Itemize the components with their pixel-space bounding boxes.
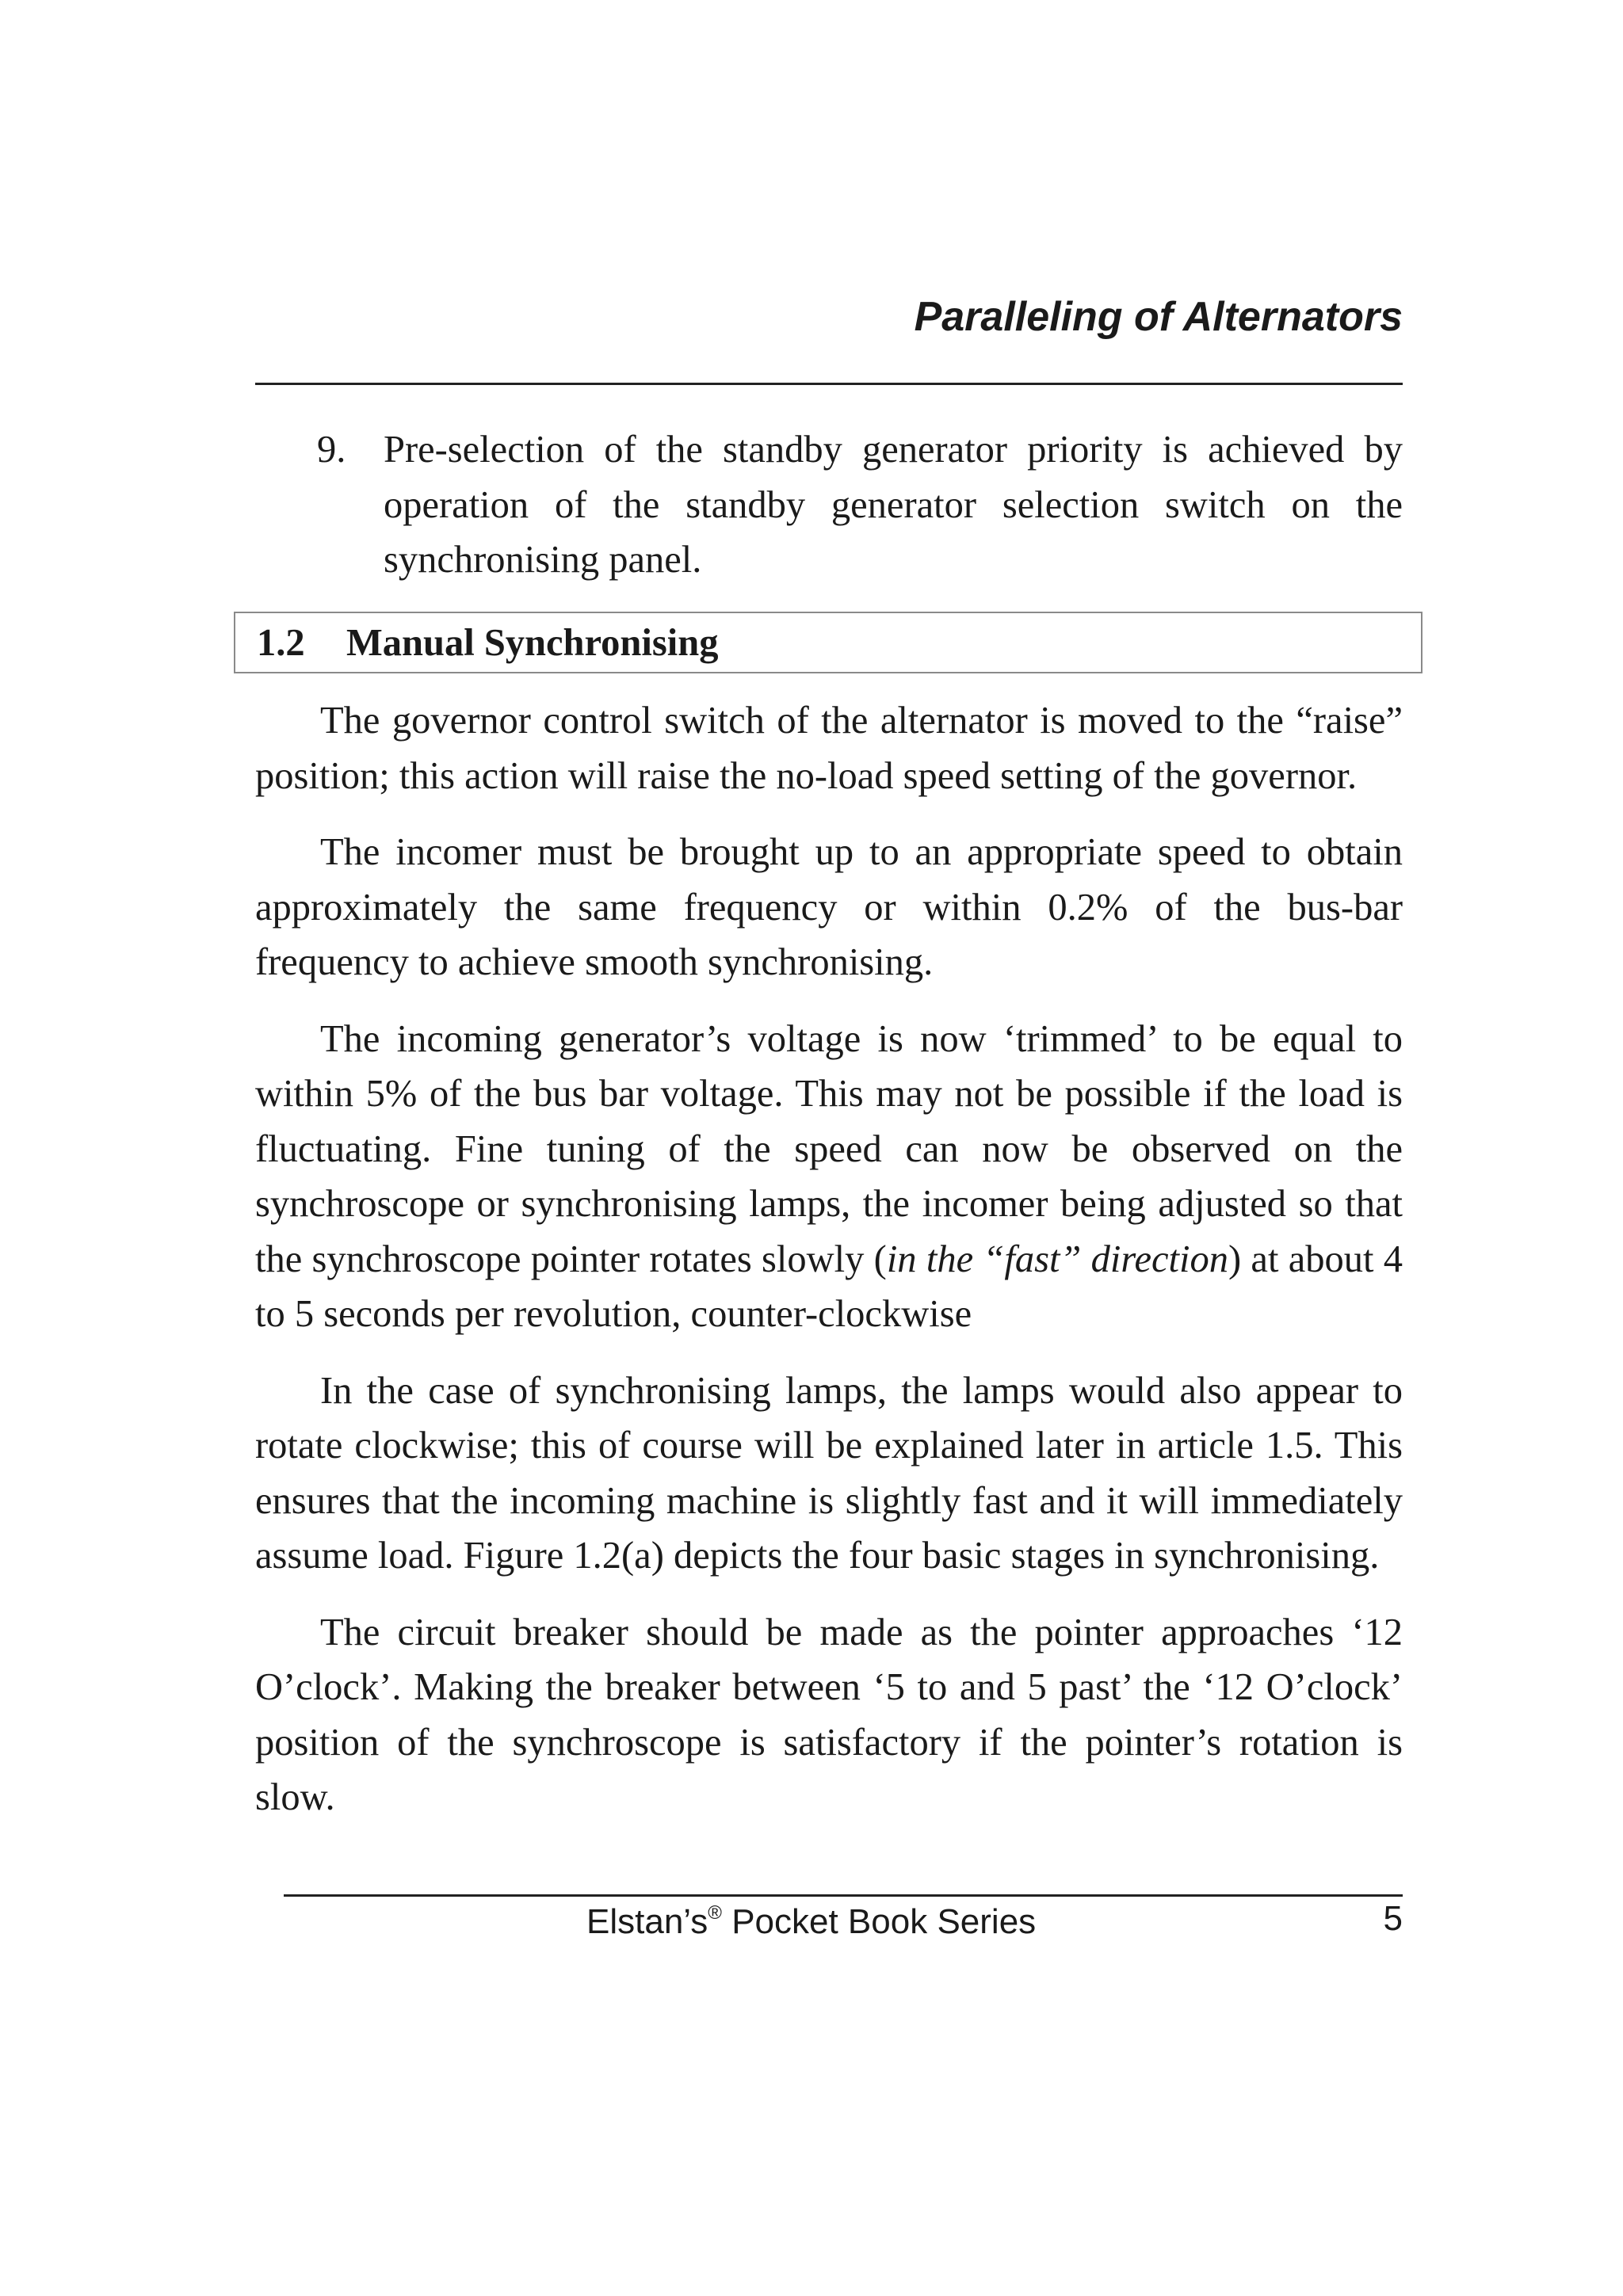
paragraph-voltage-trim-start: The incoming generator’s voltage is now ‘trimmed’ to be equal to within 5% of the bus bar voltage. This may not be possible if the load is fluctuating. Fine tuning of the speed can now be observed on the synchroscope or synchronising lamps, the incomer being adjusted so that the synchroscope pointer rotates slowly ( — [255, 1017, 1403, 1280]
paragraph-synchronising-lamps: In the case of synchronising lamps, the lamps would also appear to rotate clockwise; this of course will be explained later in article 1.5. This ensures that the incoming machine is slightly fast and it will immediately assume load. Figure 1.2(a) depicts the four basic stages in synchronising. — [255, 1369, 1403, 1577]
emphasis-fast-direction: in the “fast” direction — [886, 1238, 1228, 1280]
paragraph-voltage-trim-end: ) at about 4 to 5 seconds per revolution, counter-clockwise — [255, 1238, 1403, 1335]
running-head-title: Paralleling of Alternators — [914, 294, 1403, 340]
paragraph-frequency: The incomer must be brought up to an appropriate speed to obtain approximately the same frequency or within 0.2% of the bus-bar frequency to achieve smooth synchronising. — [255, 831, 1403, 983]
list-item-text: Pre-selection of the standby generator priority is achieved by operation of the standby generator selection switch on the synchronising panel. — [384, 429, 1403, 581]
page-number: 5 — [1383, 1899, 1403, 1938]
series-suffix: Pocket Book Series — [721, 1902, 1037, 1941]
series-name: Elstan’s — [586, 1902, 708, 1941]
header-rule — [255, 383, 1403, 385]
footer-rule — [284, 1894, 1403, 1897]
registered-mark: ® — [708, 1902, 722, 1924]
list-item-number-cell — [255, 422, 384, 588]
list-item-number: 9. — [317, 429, 346, 471]
list-item — [255, 422, 1403, 588]
section-title: Manual Synchronising — [346, 621, 719, 664]
section-number: 1.2 — [257, 621, 305, 664]
body-text — [255, 693, 1403, 1847]
section-heading — [234, 612, 1423, 673]
footer-series-title — [586, 1899, 1036, 1945]
paragraph-circuit-breaker: The circuit breaker should be made as the pointer approaches ‘12 O’clock’. Making the breaker between ‘5 to and 5 past’ the ‘12 O’clock’ position of the synchroscope is satisfactory if the pointer’s rotation is slow. — [255, 1611, 1403, 1818]
paragraph-voltage-trim — [255, 1012, 1403, 1342]
paragraph-governor: The governor control switch of the alternator is moved to the “raise” position; this action will raise the no-load speed setting of the governor. — [255, 700, 1403, 797]
